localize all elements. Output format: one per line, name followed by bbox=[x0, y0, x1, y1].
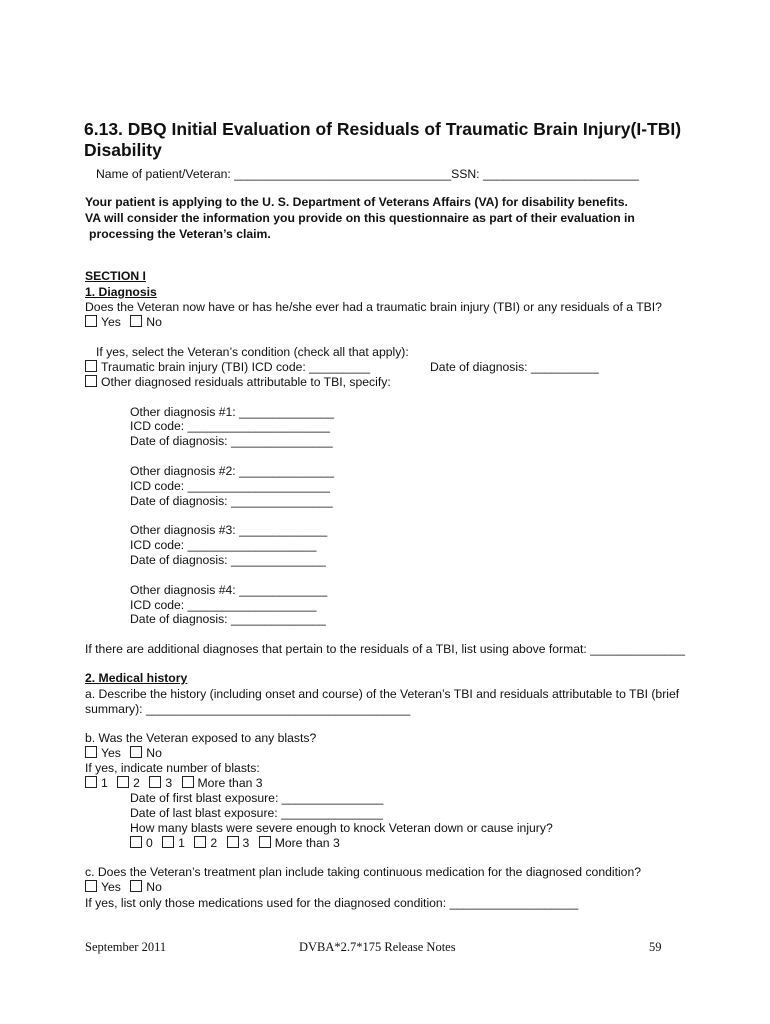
additional-diagnoses-line: If there are additional diagnoses that pertain to the residuals of a TBI, list using above format: ______________ bbox=[85, 642, 686, 656]
checkbox[interactable] bbox=[85, 315, 97, 327]
other-diagnosis-3: Other diagnosis #3: _____________ bbox=[130, 523, 328, 537]
other-diagnosis-1-icd: ICD code: _____________________ bbox=[130, 419, 330, 433]
page-title: 6.13. DBQ Initial Evaluation of Residuals of Traumatic Brain Injury(I-TBI) bbox=[84, 119, 682, 139]
blast-yes-no-row bbox=[85, 746, 168, 761]
tbi-option-label: Traumatic brain injury (TBI) ICD code: _________ bbox=[101, 360, 371, 374]
blast-count-option[interactable]: 2 bbox=[117, 776, 140, 791]
checkbox[interactable] bbox=[117, 776, 129, 788]
checkbox[interactable] bbox=[182, 776, 194, 788]
checkbox[interactable] bbox=[85, 880, 97, 892]
other-diagnosis-4-icd: ICD code: ___________________ bbox=[130, 598, 317, 612]
blast-no-option[interactable]: No bbox=[130, 746, 162, 761]
intro-line-2: VA will consider the information you provide on this questionnaire as part of their evaluation in bbox=[85, 211, 635, 225]
medical-history-a-line-2: summary): _______________________________________ bbox=[85, 702, 411, 716]
page-title-continued: Disability bbox=[84, 140, 162, 160]
severe-count-option[interactable]: 1 bbox=[162, 836, 185, 851]
checkbox[interactable] bbox=[130, 746, 142, 758]
page-number: 59 bbox=[649, 940, 662, 954]
condition-instructions: If yes, select the Veteran’s condition (check all that apply): bbox=[96, 345, 409, 359]
tbi-yes-option[interactable]: Yes bbox=[85, 315, 121, 330]
medical-history-heading: 2. Medical history bbox=[85, 671, 188, 685]
severe-blast-count-row bbox=[130, 836, 346, 851]
checkbox[interactable] bbox=[227, 836, 239, 848]
diagnosis-question: Does the Veteran now have or has he/she ever had a traumatic brain injury (TBI) or any residuals of a TBI? bbox=[85, 300, 662, 314]
checkbox[interactable] bbox=[85, 776, 97, 788]
medical-history-a-line-1: a. Describe the history (including onset and course) of the Veteran’s TBI and residuals attributable to TBI (brief bbox=[85, 687, 680, 701]
other-diagnosis-4-date: Date of diagnosis: ______________ bbox=[130, 612, 326, 626]
medication-yes-option[interactable]: Yes bbox=[85, 880, 121, 895]
checkbox[interactable] bbox=[85, 375, 97, 387]
section-title: SECTION I bbox=[85, 269, 146, 283]
checkbox[interactable] bbox=[130, 315, 142, 327]
first-blast-date: Date of first blast exposure: _______________ bbox=[130, 791, 384, 805]
footer-title: DVBA*2.7*175 Release Notes bbox=[299, 940, 456, 954]
other-diagnosis-4: Other diagnosis #4: _____________ bbox=[130, 583, 328, 597]
severe-count-option[interactable]: 3 bbox=[227, 836, 250, 851]
checkbox[interactable] bbox=[162, 836, 174, 848]
severe-blasts-question: How many blasts were severe enough to knock Veteran down or cause injury? bbox=[130, 821, 553, 835]
blast-count-option[interactable]: 1 bbox=[85, 776, 108, 791]
intro-line-1: Your patient is applying to the U. S. Department of Veterans Affairs (VA) for disability benefits. bbox=[85, 195, 628, 209]
other-diagnosis-3-date: Date of diagnosis: ______________ bbox=[130, 553, 326, 567]
name-ssn-line: Name of patient/Veteran: ________________________________SSN: _______________________ bbox=[96, 167, 639, 181]
checkbox[interactable] bbox=[149, 776, 161, 788]
medication-list-line: If yes, list only those medications used for the diagnosed condition: ___________________ bbox=[85, 896, 579, 910]
blast-yes-option[interactable]: Yes bbox=[85, 746, 121, 761]
other-residuals-row[interactable] bbox=[85, 375, 391, 390]
diagnosis-heading: 1. Diagnosis bbox=[85, 285, 157, 299]
checkbox[interactable] bbox=[130, 836, 142, 848]
blast-count-option[interactable]: 3 bbox=[149, 776, 172, 791]
other-diagnosis-1-date: Date of diagnosis: _______________ bbox=[130, 434, 333, 448]
blast-count-instructions: If yes, indicate number of blasts: bbox=[85, 761, 260, 775]
other-diagnosis-1: Other diagnosis #1: ______________ bbox=[130, 405, 334, 419]
blast-count-option[interactable]: More than 3 bbox=[182, 776, 263, 791]
severe-count-option[interactable]: 2 bbox=[194, 836, 217, 851]
blast-count-row bbox=[85, 776, 269, 791]
other-diagnosis-2: Other diagnosis #2: ______________ bbox=[130, 464, 334, 478]
tbi-date-of-diagnosis: Date of diagnosis: __________ bbox=[430, 360, 599, 374]
severe-count-option[interactable]: 0 bbox=[130, 836, 153, 851]
medication-question: c. Does the Veteran’s treatment plan include taking continuous medication for the diagnosed condition? bbox=[85, 865, 642, 879]
tbi-no-option[interactable]: No bbox=[130, 315, 162, 330]
other-residuals-label: Other diagnosed residuals attributable to TBI, specify: bbox=[101, 375, 391, 389]
other-diagnosis-2-date: Date of diagnosis: _______________ bbox=[130, 494, 333, 508]
last-blast-date: Date of last blast exposure: _______________ bbox=[130, 806, 383, 820]
tbi-yes-no-row bbox=[85, 315, 168, 330]
checkbox[interactable] bbox=[85, 360, 97, 372]
checkbox[interactable] bbox=[259, 836, 271, 848]
severe-count-option[interactable]: More than 3 bbox=[259, 836, 340, 851]
other-diagnosis-3-icd: ICD code: ___________________ bbox=[130, 538, 317, 552]
medication-yes-no-row bbox=[85, 880, 168, 895]
tbi-option-row[interactable] bbox=[85, 360, 370, 375]
blast-question: b. Was the Veteran exposed to any blasts? bbox=[85, 731, 317, 745]
medication-no-option[interactable]: No bbox=[130, 880, 162, 895]
checkbox[interactable] bbox=[130, 880, 142, 892]
footer-date: September 2011 bbox=[85, 940, 167, 954]
checkbox[interactable] bbox=[194, 836, 206, 848]
intro-line-3: processing the Veteran’s claim. bbox=[89, 227, 271, 241]
checkbox[interactable] bbox=[85, 746, 97, 758]
other-diagnosis-2-icd: ICD code: _____________________ bbox=[130, 479, 330, 493]
